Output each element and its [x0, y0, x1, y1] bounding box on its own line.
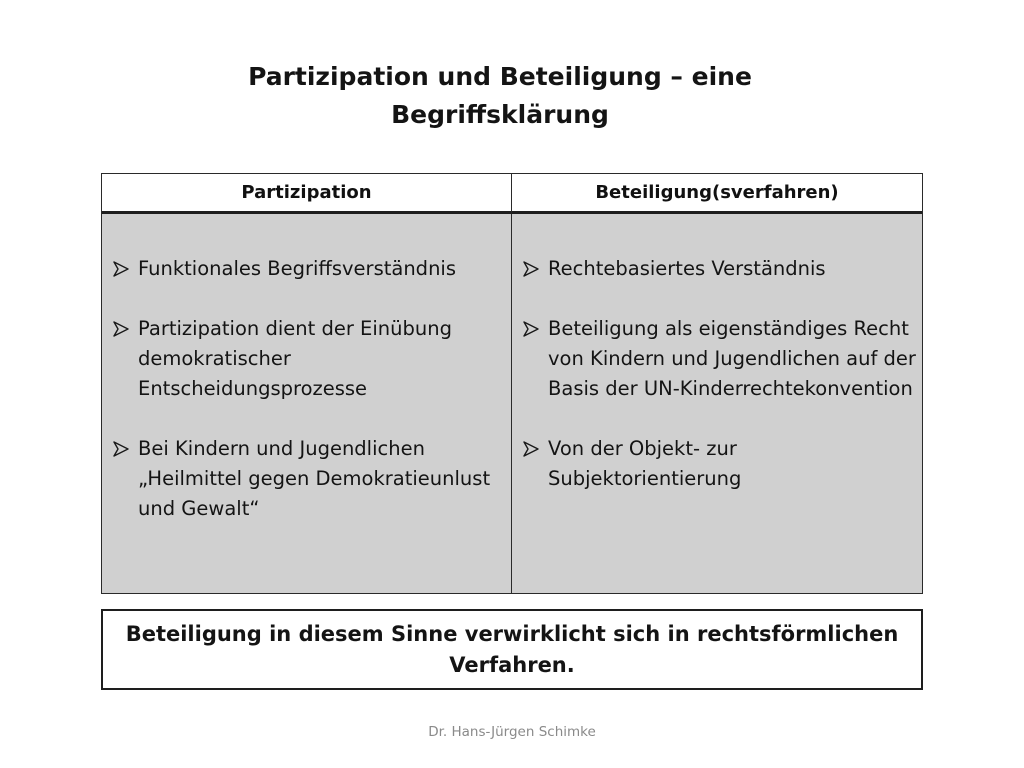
column-body-beteiligung — [512, 214, 922, 593]
summary-text: Beteiligung in diesem Sinne verwirklicht sich in rechtsförmlichen Verfahren. — [125, 621, 899, 677]
column-header-beteiligung: Beteiligung(sverfahren) — [512, 174, 922, 214]
column-body-partizipation — [102, 214, 512, 593]
list-item — [522, 434, 916, 494]
list-item — [112, 434, 505, 524]
arrow-head-bullet-icon — [522, 434, 548, 464]
bullet-text: Partizipation dient der Einübung demokratischer Entscheidungsprozesse — [138, 317, 452, 400]
footer-author: Dr. Hans-Jürgen Schimke — [428, 724, 596, 740]
bullet-text: Bei Kindern und Jugendlichen „Heilmittel gegen Demokratieunlust und Gewalt“ — [138, 437, 491, 520]
list-item — [522, 254, 916, 284]
arrow-head-bullet-icon — [112, 254, 138, 284]
bullet-text: Rechtebasiertes Verständnis — [548, 257, 826, 280]
bullet-text: Beteiligung als eigenständiges Recht von Kindern und Jugendlichen auf der Basis der UN-Kinderrechtekonvention — [548, 317, 916, 400]
bullet-text: Funktionales Begriffsverständnis — [138, 257, 456, 280]
arrow-head-bullet-icon — [112, 314, 138, 344]
arrow-head-bullet-icon — [522, 314, 548, 344]
column-header-partizipation: Partizipation — [102, 174, 512, 214]
page-title: Partizipation und Beteiligung – eine Begriffsklärung — [248, 62, 752, 129]
summary-box — [101, 609, 923, 690]
list-item — [112, 314, 505, 404]
list-item — [112, 254, 505, 284]
bullet-list-left — [112, 254, 505, 524]
bullet-text: Von der Objekt- zur Subjektorientierung — [548, 437, 742, 490]
arrow-head-bullet-icon — [112, 434, 138, 464]
comparison-table — [101, 173, 923, 594]
arrow-head-bullet-icon — [522, 254, 548, 284]
bullet-list-right — [522, 254, 916, 494]
list-item — [522, 314, 916, 404]
